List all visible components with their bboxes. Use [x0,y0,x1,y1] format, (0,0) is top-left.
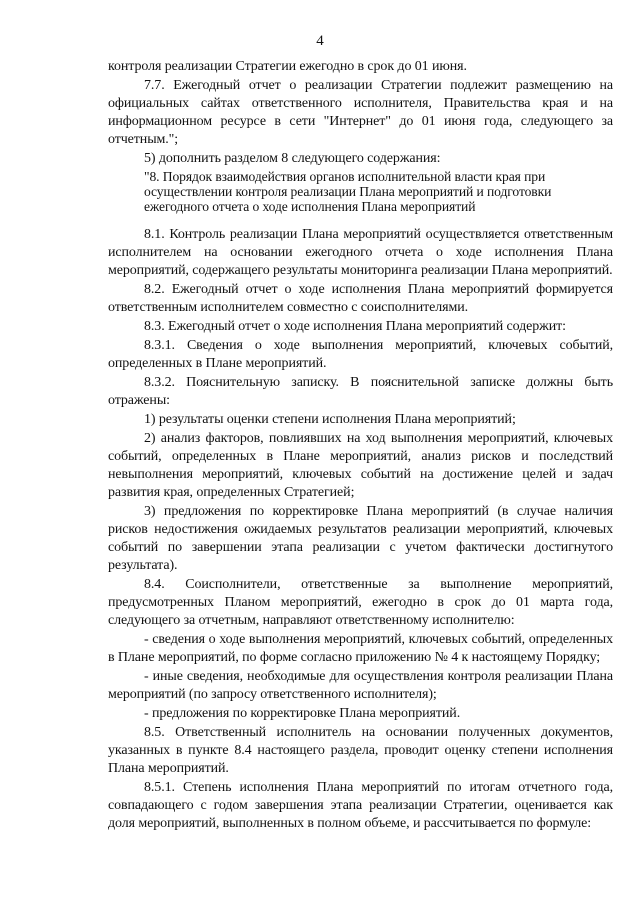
section-8-heading: "8. Порядок взаимодействия органов исполнительной власти края при осуществлении контроля реализации Плана мероприятий и подготовки ежегодного отчета о ходе исполнения Плана мероприятий [144,169,552,214]
dash-item-3: - предложения по корректировке Плана мероприятий. [144,706,461,721]
document-body [108,58,613,834]
paragraph-8-1: 8.1. Контроль реализации Плана мероприятий осуществляется ответственным исполнителем на основании ежегодного отчета о ходе исполнения Плана мероприятий, содержащего результаты мониторинга реализации Плана мероприятий. [108,227,613,278]
paragraph-8-3: 8.3. Ежегодный отчет о ходе исполнения Плана мероприятий содержит: [144,319,566,334]
paragraph-continuation: контроля реализации Стратегии ежегодно в срок до 01 июня. [108,59,467,74]
list-item-1: 1) результаты оценки степени исполнения Плана мероприятий; [144,412,516,427]
paragraph-8-5-1: 8.5.1. Степень исполнения Плана мероприятий по итогам отчетного года, совпадающего с годом завершения этапа реализации Стратегии, оценивается как доля мероприятий, выполненных в полном объеме, и рассчитывается по формуле: [108,780,613,831]
list-item-3: 3) предложения по корректировке Плана мероприятий (в случае наличия рисков недостижения ожидаемых результатов реализации мероприятий, ключевых событий по завершении этапа реализации с учетом фактически достигнутого результата). [108,504,613,573]
dash-item-1: - сведения о ходе выполнения мероприятий, ключевых событий, определенных в Плане мероприятий, по форме согласно приложению № 4 к настоящему Порядку; [108,632,613,665]
paragraph-8-3-2: 8.3.2. Пояснительную записку. В пояснительной записке должны быть отражены: [108,375,613,408]
paragraph-7-7: 7.7. Ежегодный отчет о реализации Стратегии подлежит размещению на официальных сайтах ответственного исполнителя, Правительства края и на информационном ресурсе в сети "Интернет" до 01 июня года, следующего за отчетным."; [108,78,613,147]
paragraph-8-4: 8.4. Соисполнители, ответственные за выполнение мероприятий, предусмотренных Планом мероприятий, ежегодно в срок до 01 марта года, следующего за отчетным, направляют ответственному исполнителю: [108,577,613,628]
paragraph-item-5: 5) дополнить разделом 8 следующего содержания: [144,151,441,166]
page-number: 4 [316,33,324,49]
dash-item-2: - иные сведения, необходимые для осуществления контроля реализации Плана мероприятий (по запросу ответственного исполнителя); [108,669,613,702]
paragraph-8-2: 8.2. Ежегодный отчет о ходе исполнения Плана мероприятий формируется ответственным исполнителем совместно с соисполнителями. [108,282,613,315]
list-item-2: 2) анализ факторов, повлиявших на ход выполнения мероприятий, ключевых событий, определенных в Плане мероприятий, анализ рисков и последствий невыполнения мероприятий, ключевых событий на достижение целей и задач развития края, определенных Стратегией; [108,431,613,500]
paragraph-8-5: 8.5. Ответственный исполнитель на основании полученных документов, указанных в пункте 8.4 настоящего раздела, проводит оценку степени исполнения Плана мероприятий. [108,725,613,776]
paragraph-8-3-1: 8.3.1. Сведения о ходе выполнения мероприятий, ключевых событий, определенных в Плане мероприятий. [108,338,613,371]
